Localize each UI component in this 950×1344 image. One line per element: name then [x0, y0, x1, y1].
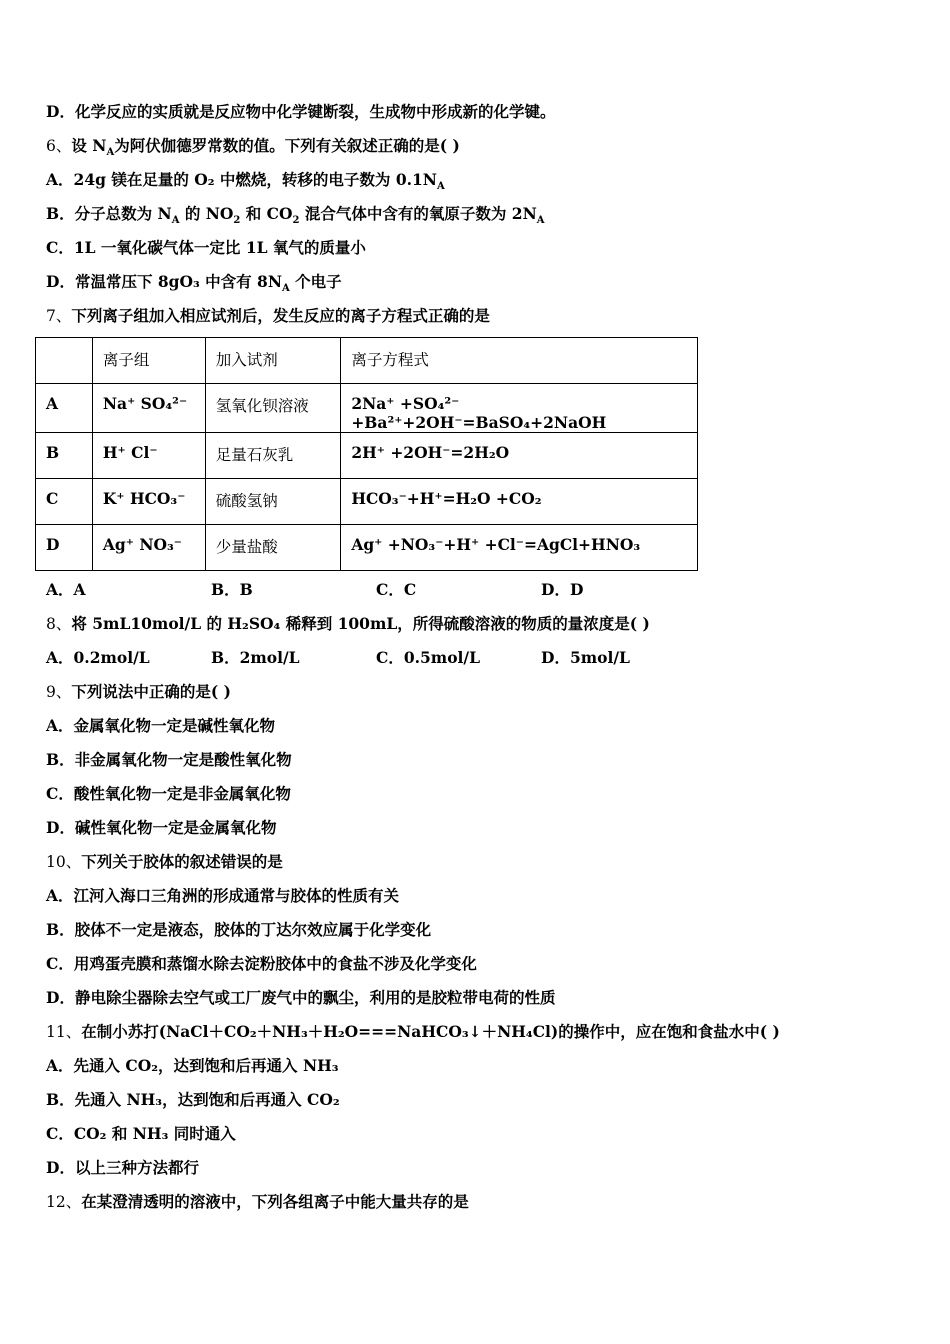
q9-option-a: A．金属氧化物一定是碱性氧化物: [46, 716, 276, 735]
q6-option-c: C．1L 一氧化碳气体一定比 1L 氧气的质量小: [46, 238, 366, 257]
q8-stem: 8、将 5mL10mol/L 的 H₂SO₄ 稀释到 100mL，所得硫酸溶液的物质的量浓度是( ): [46, 614, 650, 633]
table-cell: Ag⁺ +NO₃⁻+H⁺ +Cl⁻=AgCl+HNO₃: [341, 525, 698, 571]
q8-option-d: D．5mol/L: [541, 648, 630, 667]
table-cell: 少量盐酸: [205, 525, 341, 571]
q7-options: [46, 580, 706, 600]
q6-option-b: B．分子总数为 $N_A$ 的 $NO_2$ 和 $CO_2$ 混合气体中含有的氧原子数为 $2N_A$: [46, 204, 545, 227]
table-cell: 硫酸氢钠: [205, 479, 341, 525]
table-cell: Na⁺ SO₄²⁻: [92, 384, 205, 433]
q10-option-a: A．江河入海口三角洲的形成通常与胶体的性质有关: [46, 886, 400, 905]
table-cell: 2H⁺ +2OH⁻=2H₂O: [341, 433, 698, 479]
q9-option-d: D．碱性氧化物一定是金属氧化物: [46, 818, 277, 837]
q6-option-d: D．常温常压下 8gO₃ 中含有 $8N_A$ 个电子: [46, 272, 342, 295]
q7-option-a: A．A: [46, 580, 86, 599]
q7-stem: 7、下列离子组加入相应试剂后，发生反应的离子方程式正确的是: [46, 306, 490, 325]
table-cell: 氢氧化钡溶液: [205, 384, 341, 433]
q7-option-b: B．B: [211, 580, 253, 599]
q6-option-a: A．24g 镁在足量的 O₂ 中燃烧，转移的电子数为 $0.1N_A$: [46, 170, 445, 193]
table-header-row: [36, 338, 698, 384]
q11-option-c: C．CO₂ 和 NH₃ 同时通入: [46, 1124, 236, 1143]
ion-reaction-table: [35, 337, 698, 571]
table-header-cell: 加入试剂: [205, 338, 341, 384]
q9-option-b: B．非金属氧化物一定是酸性氧化物: [46, 750, 292, 769]
q11-stem: 11、在制小苏打(NaCl＋CO₂＋NH₃＋H₂O===NaHCO₃↓＋NH₄Cl)的操作中，应在饱和食盐水中( ): [46, 1022, 780, 1041]
table-cell: B: [36, 433, 93, 479]
table-cell: A: [36, 384, 93, 433]
q9-option-c: C．酸性氧化物一定是非金属氧化物: [46, 784, 291, 803]
q7-option-c: C．C: [376, 580, 417, 599]
q10-stem: 10、下列关于胶体的叙述错误的是: [46, 852, 283, 871]
table-row: [36, 384, 698, 433]
table-cell: 足量石灰乳: [205, 433, 341, 479]
q7-option-d: D．D: [541, 580, 584, 599]
table-cell: 2Na⁺ +SO₄²⁻ +Ba²⁺+2OH⁻=BaSO₄+2NaOH: [341, 384, 698, 433]
table-cell: HCO₃⁻+H⁺=H₂O +CO₂: [341, 479, 698, 525]
table-header-cell: 离子方程式: [341, 338, 698, 384]
q5-option-d: D．化学反应的实质就是反应物中化学键断裂，生成物中形成新的化学键。: [46, 102, 556, 121]
q12-stem: 12、在某澄清透明的溶液中，下列各组离子中能大量共存的是: [46, 1192, 469, 1211]
table-header-cell: 离子组: [92, 338, 205, 384]
table-cell: C: [36, 479, 93, 525]
q11-option-d: D．以上三种方法都行: [46, 1158, 199, 1177]
table-cell: D: [36, 525, 93, 571]
table-row: [36, 525, 698, 571]
table-header-cell: [36, 338, 93, 384]
q8-options: [46, 648, 706, 668]
q11-option-a: A．先通入 CO₂，达到饱和后再通入 NH₃: [46, 1056, 339, 1075]
table-cell: Ag⁺ NO₃⁻: [92, 525, 205, 571]
table-row: [36, 479, 698, 525]
q8-option-a: A．0.2mol/L: [46, 648, 150, 667]
q8-option-c: C．0.5mol/L: [376, 648, 480, 667]
table-cell: H⁺ Cl⁻: [92, 433, 205, 479]
q11-option-b: B．先通入 NH₃，达到饱和后再通入 CO₂: [46, 1090, 340, 1109]
q6-stem: 6、设 $N_A$为阿伏伽德罗常数的值。下列有关叙述正确的是( ): [46, 136, 460, 159]
q10-option-b: B．胶体不一定是液态，胶体的丁达尔效应属于化学变化: [46, 920, 432, 939]
q8-option-b: B．2mol/L: [211, 648, 300, 667]
table-row: [36, 433, 698, 479]
table-cell: K⁺ HCO₃⁻: [92, 479, 205, 525]
q10-option-d: D．静电除尘器除去空气或工厂废气中的飘尘，利用的是胶粒带电荷的性质: [46, 988, 556, 1007]
q9-stem: 9、下列说法中正确的是( ): [46, 682, 231, 701]
q10-option-c: C．用鸡蛋壳膜和蒸馏水除去淀粉胶体中的食盐不涉及化学变化: [46, 954, 477, 973]
